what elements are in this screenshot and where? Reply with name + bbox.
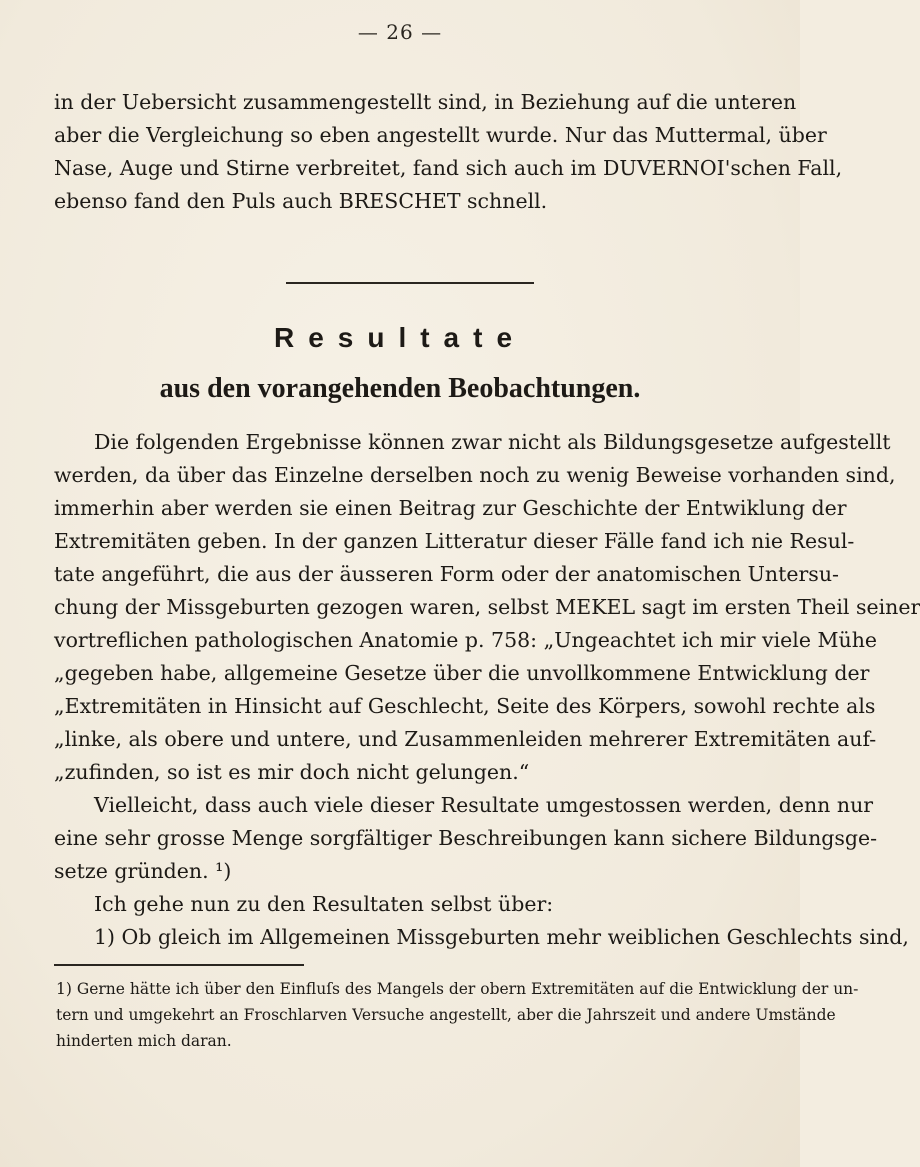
footnote-line-3: hinderten mich daran. <box>56 1032 232 1050</box>
body-line-4: Extremitäten geben. In der ganzen Litteratur dieser Fälle fand ich nie Resul- <box>54 529 855 553</box>
body-line-7: vortreflichen pathologischen Anatomie p. 758: „Ungeachtet ich mir viele Mühe <box>54 628 878 652</box>
body-line-9: „Extremitäten in Hinsicht auf Geschlecht, Seite des Körpers, sowohl rechte als <box>54 694 876 718</box>
body-line-8: „gegeben habe, allgemeine Gesetze über die unvollkommene Entwicklung der <box>54 661 870 685</box>
body-line-16: 1) Ob gleich im Allgemeinen Missgeburten mehr weiblichen Geschlechts sind, <box>94 925 909 949</box>
top-line-2: aber die Vergleichung so eben angestellt wurde. Nur das Muttermal, über <box>54 123 827 147</box>
body-line-6: chung der Missgeburten gezogen waren, selbst MEKEL sagt im ersten Theil seiner <box>54 595 920 619</box>
body-line-3: immerhin aber werden sie einen Beitrag zur Geschichte der Entwiklung der <box>54 496 847 520</box>
page-number: — 26 — <box>357 20 443 44</box>
top-line-3: Nase, Auge und Stirne verbreitet, fand sich auch im DUVERNOI'schen Fall, <box>54 156 843 180</box>
top-line-1: in der Uebersicht zusammengestellt sind, in Beziehung auf die unteren <box>54 90 797 114</box>
top-line-4: ebenso fand den Puls auch BRESCHET schnell. <box>54 189 548 213</box>
body-line-15: Ich gehe nun zu den Resultaten selbst über: <box>94 892 554 916</box>
body-line-11: „zufinden, so ist es mir doch nicht gelungen.“ <box>54 760 530 784</box>
body-line-13: eine sehr grosse Menge sorgfältiger Beschreibungen kann sichere Bildungsge- <box>54 826 878 850</box>
footnote-line-2: tern und umgekehrt an Froschlarven Versuche angestellt, aber die Jahrszeit und andere Umstände <box>56 1006 836 1024</box>
body-line-14: setze gründen. ¹) <box>54 859 232 883</box>
section-subtitle: aus den vorangehenden Beobachtungen. <box>159 373 641 404</box>
body-line-2: werden, da über das Einzelne derselben noch zu wenig Beweise vorhanden sind, <box>54 463 896 487</box>
footnote-line-1: 1) Gerne hätte ich über den Einfluſs des Mangels der obern Extremitäten auf die Entwicklung der un- <box>56 980 859 998</box>
body-line-1: Die folgenden Ergebnisse können zwar nicht als Bildungsgesetze aufgestellt <box>94 430 891 454</box>
body-line-5: tate angeführt, die aus der äusseren Form oder der anatomischen Untersu- <box>54 562 839 586</box>
section-title: Resultate <box>273 322 527 353</box>
body-line-12: Vielleicht, dass auch viele dieser Resultate umgestossen werden, denn nur <box>94 793 874 817</box>
section-divider <box>286 282 534 284</box>
footnote-divider <box>54 964 304 966</box>
body-line-10: „linke, als obere und untere, und Zusammenleiden mehrerer Extremitäten auf- <box>54 727 877 751</box>
